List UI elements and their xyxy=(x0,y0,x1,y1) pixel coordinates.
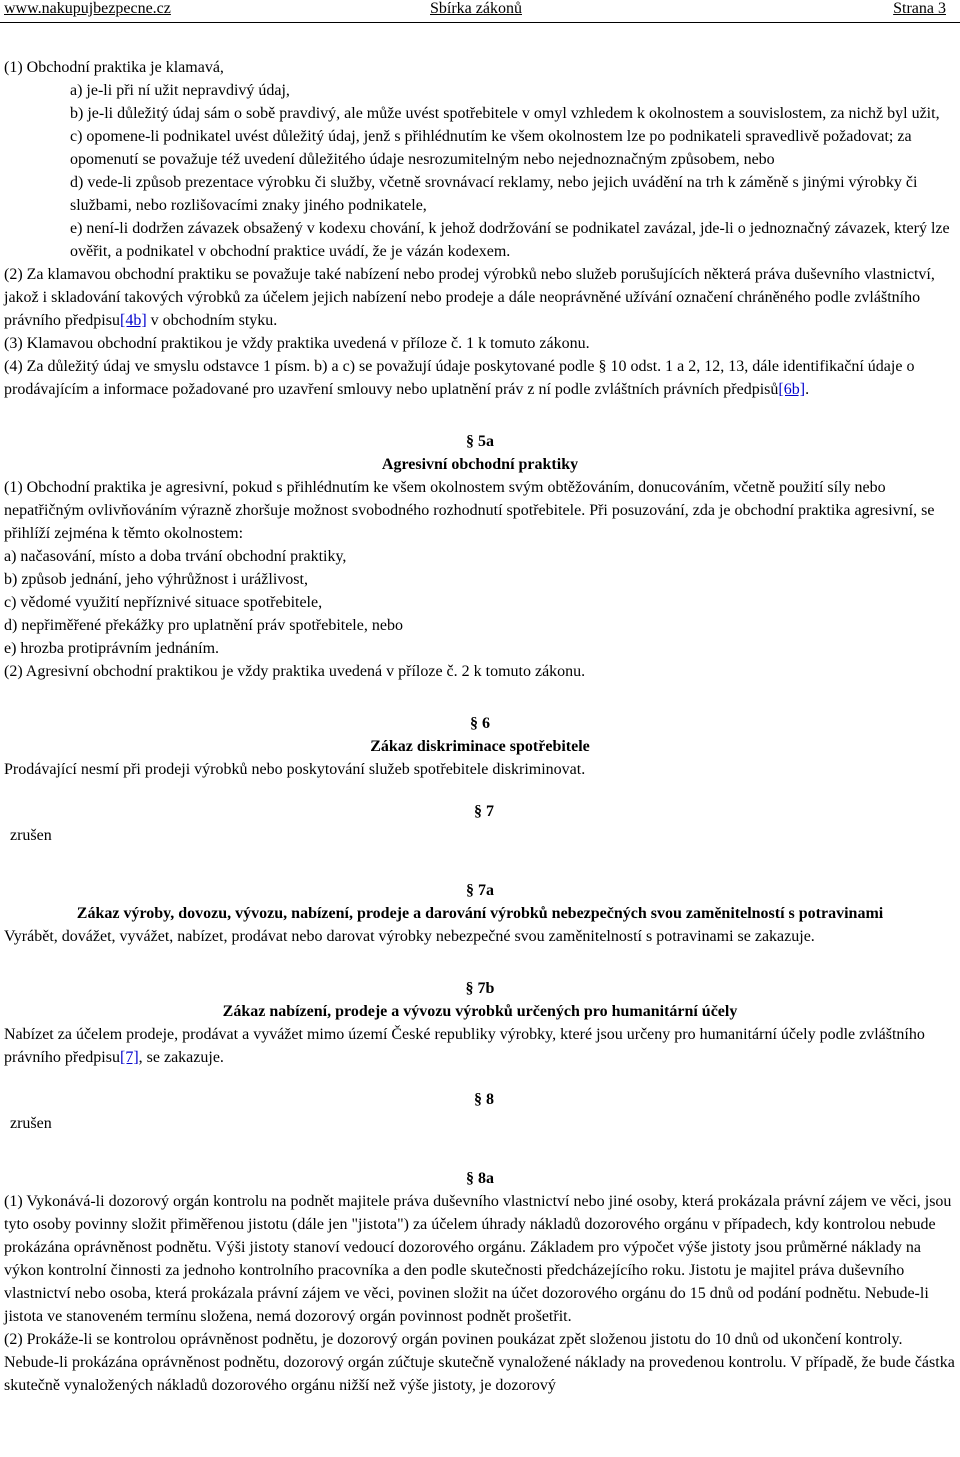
s5-para-3: (3) Klamavou obchodní praktikou je vždy praktika uvedená v příloze č. 1 k tomuto zákonu. xyxy=(4,335,590,352)
s5a-item-a: a) načasování, místo a doba trvání obchodní praktiky, xyxy=(4,548,347,565)
s7b-text: Nabízet za účelem prodeje, prodávat a vyvážet mimo území České republiky výrobky, které jsou určeny pro humanitární účely podle zvláštního právního předpisu[7], se zakazuje. xyxy=(4,1026,925,1066)
s5a-item-b: b) způsob jednání, jeho výhrůžnost i urážlivost, xyxy=(4,571,308,588)
s6-number: § 6 xyxy=(470,715,490,732)
s7a-title: Zákaz výroby, dovozu, vývozu, nabízení, prodeje a darování výrobků nebezpečných svou zaměnitelností s potravinami xyxy=(76,905,884,922)
s5a-item-e: e) hrozba protiprávním jednáním. xyxy=(4,640,220,657)
footnote-link-7[interactable]: [7] xyxy=(119,1049,139,1066)
s5a-para-2: (2) Agresivní obchodní praktikou je vždy praktika uvedená v příloze č. 2 k tomuto zákonu. xyxy=(4,663,586,680)
s7a-number: § 7a xyxy=(466,882,494,899)
s7a-text: Vyrábět, dovážet, vyvážet, nabízet, prodávat nebo darovat výrobky nebezpečné svou zaměnitelností s potravinami se zakazuje. xyxy=(4,928,815,945)
s5-item-e: e) není-li dodržen závazek obsažený v kodexu chování, k jehož dodržování se podnikatel zavázal, jde-li o jednoznačný závazek, který lze ověřit, a podnikatel v obchodní praktice uvádí, že je vázán kodexem. xyxy=(70,220,950,260)
s5a-title: Agresivní obchodní praktiky xyxy=(381,456,579,473)
site-link[interactable]: www.nakupujbezpecne.cz xyxy=(4,0,171,17)
s6-text: Prodávající nesmí při prodeji výrobků nebo poskytování služeb spotřebitele diskriminovat. xyxy=(4,761,586,778)
s5-para-2: (2) Za klamavou obchodní praktiku se považuje také nabízení nebo prodej výrobků nebo služeb porušujících některá práva duševního vlastnictví, jakož i skladování takových výrobků za účelem jejich nabízení nebo prodeje a dále neoprávněné užívání označení chráněného podle zvláštního právního předpisu[4b] v obchodním styku. xyxy=(4,266,935,329)
s5a-item-c: c) vědomé využití nepříznivé situace spotřebitele, xyxy=(4,594,323,611)
s7b-number: § 7b xyxy=(465,980,495,997)
s5-item-c: c) opomene-li podnikatel uvést důležitý údaj, jenž s přihlédnutím ke všem okolnostem lze po podnikateli spravedlivě požadovat; za opomenutí se považuje též uvedení důležitého údaje nesrozumitelným nebo nejednoznačným způsobem, nebo xyxy=(70,128,912,168)
footnote-link-6b[interactable]: [6b] xyxy=(778,381,806,398)
s6-title: Zákaz diskriminace spotřebitele xyxy=(370,738,590,755)
s5a-item-d: d) nepřiměřené překážky pro uplatnění práv spotřebitele, nebo xyxy=(4,617,403,634)
s7-text: zrušen xyxy=(10,827,52,844)
document-title: Sbírka zákonů xyxy=(430,0,522,17)
s8-text: zrušen xyxy=(10,1115,52,1132)
s8a-para-1: (1) Vykonává-li dozorový orgán kontrolu na podnět majitele práva duševního vlastnictví nebo jiné osoby, která prokázala právní zájem ve věci, jsou tyto osoby povinny složit přiměřenou jistotu (dále jen "jistota") za účelem úhrady nákladů dozorového orgánu v případech, kdy kontrolou nebude prokázána oprávněnost podnětu. Výši jistoty stanoví vedoucí dozorového orgánu. Základem pro výpočet výše jistoty jsou průměrné náklady na výkon kontrolní činnosti za jednoho kontrolního pracovníka a den podle skutečnosti předcházejícího roku. Jistotu je majitel práva duševního vlastnictví nebo osoba, která prokázala právní zájem ve věci, povinen složit na účet dozorového orgánu do 15 dnů od podání podnětu. Nebude-li jistota ve stanoveném termínu složena, nemá dozorový orgán povinnost podnět prošetřit. xyxy=(4,1193,952,1325)
s7-number: § 7 xyxy=(474,803,494,820)
s5-para-4: (4) Za důležitý údaj ve smyslu odstavce 1 písm. b) a c) se považují údaje poskytované podle § 10 odst. 1 a 2, 12, 13, dále identifikační údaje o prodávajícím a informace požadované pro uzavření smlouvy nebo uplatnění práv z ní podle zvláštních právních předpisů[6b]. xyxy=(4,358,915,398)
s5-para-1: (1) Obchodní praktika je klamavá, xyxy=(4,59,224,76)
s5a-number: § 5a xyxy=(466,433,494,450)
s7b-title: Zákaz nabízení, prodeje a vývozu výrobků určených pro humanitární účely xyxy=(222,1003,738,1020)
s8-number: § 8 xyxy=(474,1091,494,1108)
s5-item-b: b) je-li důležitý údaj sám o sobě pravdivý, ale může uvést spotřebitele v omyl vzhledem k okolnostem a souvislostem, za nichž byl užit, xyxy=(70,105,940,122)
page-header xyxy=(0,0,960,23)
page-number: Strana 3 xyxy=(893,0,946,17)
s5a-para-1: (1) Obchodní praktika je agresivní, pokud s přihlédnutím ke všem okolnostem svým obtěžováním, donucováním, včetně použití síly nebo nepatřičným ovlivňováním výrazně zhoršuje možnost svobodného rozhodnutí spotřebitele. Při posuzování, zda je obchodní praktika agresivní, se přihlíží zejména k těmto okolnostem: xyxy=(4,479,935,542)
s5-item-d: d) vede-li způsob prezentace výrobku či služby, včetně srovnávací reklamy, nebo jejich uvádění na trh k záměně s jinými výrobky či službami, nebo rozlišovacími znaky jiného podnikatele, xyxy=(70,174,918,214)
s8a-para-2: (2) Prokáže-li se kontrolou oprávněnost podnětu, je dozorový orgán povinen poukázat zpět složenou jistotu do 10 dnů od ukončení kontroly. Nebude-li prokázána oprávněnost podnětu, dozorový orgán zúčtuje skutečně vynaložené náklady na provedenou kontrolu. V případě, že bude částka skutečně vynaložených nákladů dozorového orgánu nižší než výše jistoty, je dozorový xyxy=(4,1331,955,1394)
s8a-number: § 8a xyxy=(466,1170,494,1187)
s5-item-a: a) je-li při ní užit nepravdivý údaj, xyxy=(70,82,290,99)
s8-block xyxy=(4,1088,956,1148)
footnote-link-4b[interactable]: [4b] xyxy=(119,312,147,329)
s7-block xyxy=(4,800,956,860)
document-body xyxy=(4,56,956,1397)
